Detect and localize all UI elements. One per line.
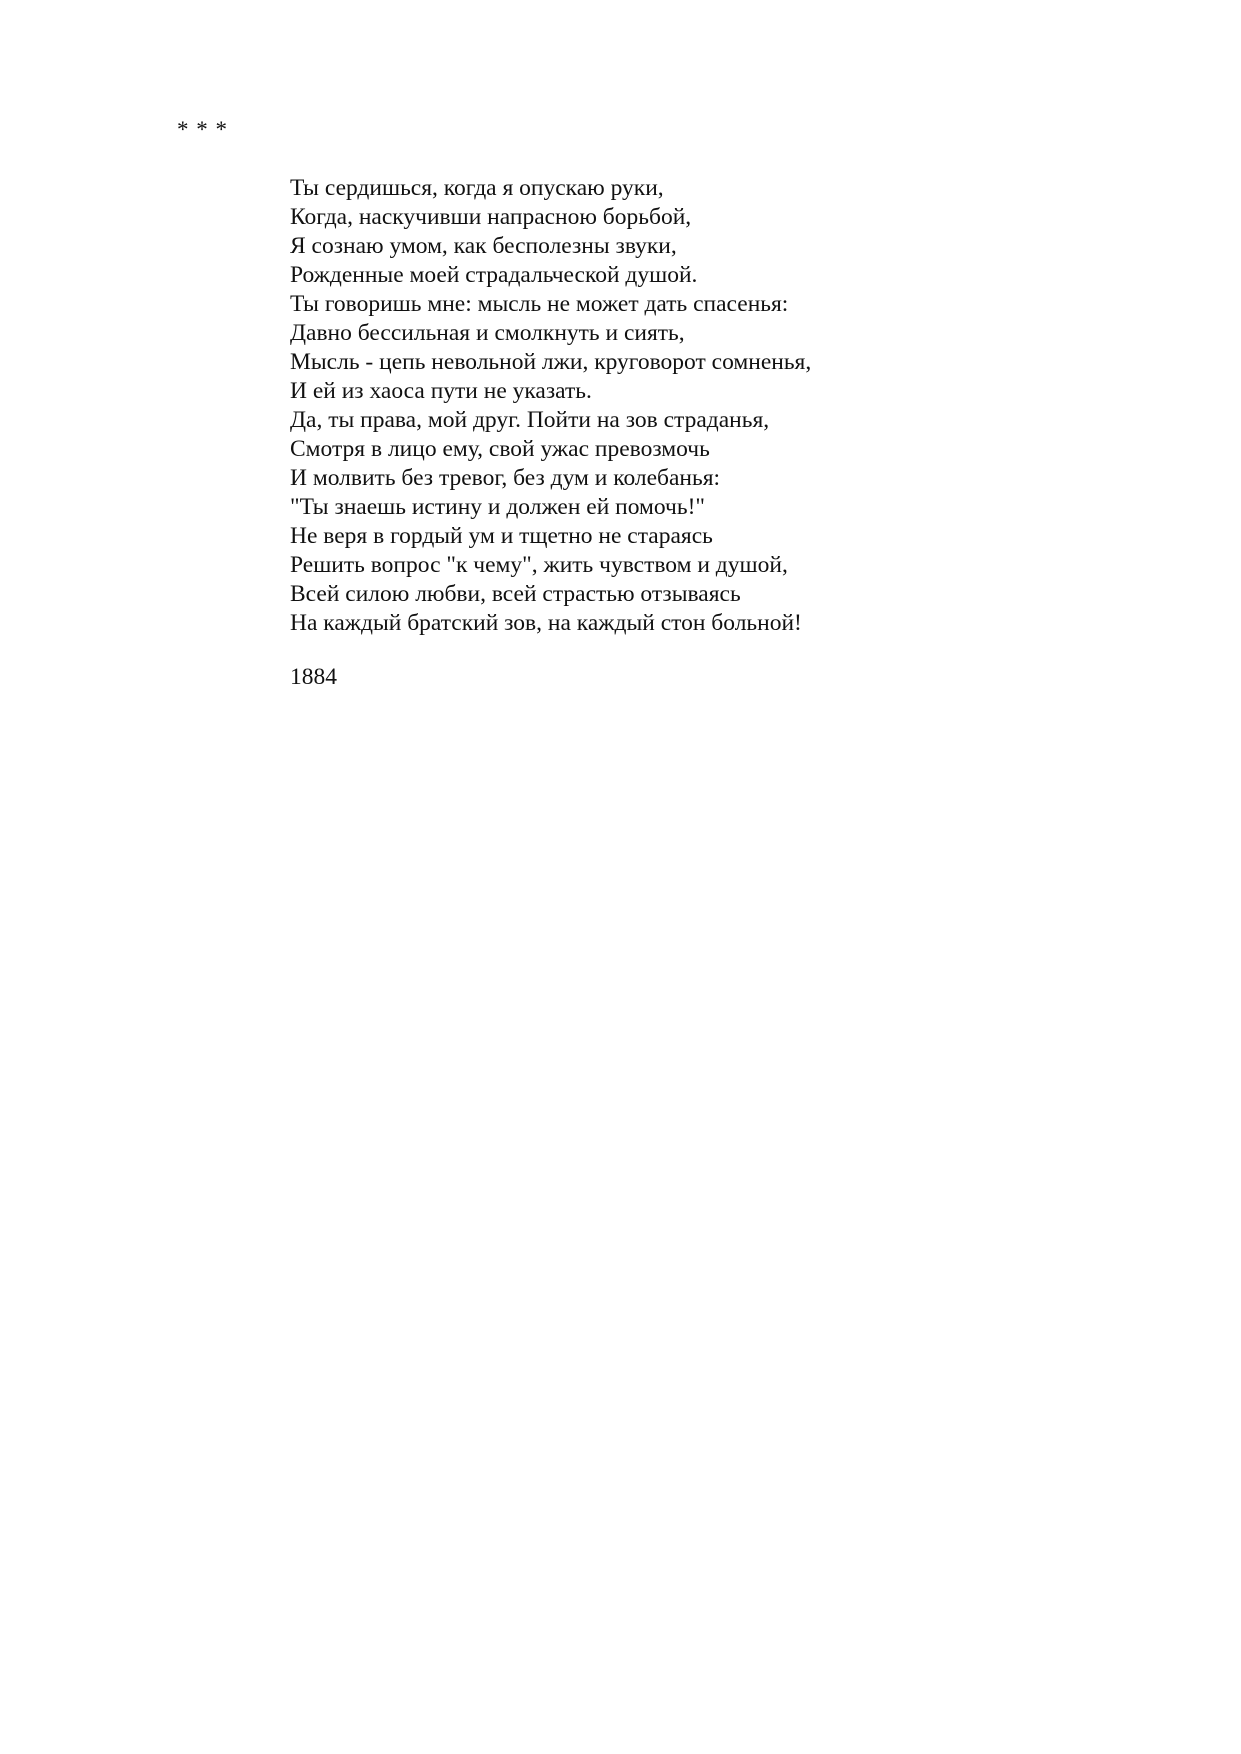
poem-line: И ей из хаоса пути не указать. xyxy=(290,378,592,404)
poem-body xyxy=(290,174,811,638)
poem-line: На каждый братский зов, на каждый стон больной! xyxy=(290,610,802,636)
poem-line: "Ты знаешь истину и должен ей помочь!" xyxy=(290,494,706,520)
poem-line: Не веря в гордый ум и тщетно не стараясь xyxy=(290,523,713,549)
poem-line: Ты говоришь мне: мысль не может дать спасенья: xyxy=(290,291,789,317)
poem-year: 1884 xyxy=(290,664,337,690)
poem-line: Ты сердишься, когда я опускаю руки, xyxy=(290,175,664,201)
poem-line: Решить вопрос "к чему", жить чувством и душой, xyxy=(290,552,788,578)
poem-line: Да, ты права, мой друг. Пойти на зов страданья, xyxy=(290,407,770,433)
poem-line: Давно бессильная и смолкнуть и сиять, xyxy=(290,320,685,346)
poem-line: Смотря в лицо ему, свой ужас превозмочь xyxy=(290,436,710,462)
poem-line: Я сознаю умом, как бесполезны звуки, xyxy=(290,233,677,259)
poem-line: Рожденные моей страдальческой душой. xyxy=(290,262,698,288)
poem-line: Мысль - цепь невольной лжи, круговорот сомненья, xyxy=(290,349,812,375)
poem-line: Всей силою любви, всей страстью отзываясь xyxy=(290,581,741,607)
section-separator: * * * xyxy=(177,117,228,142)
poem-line: Когда, наскучивши напрасною борьбой, xyxy=(290,204,692,230)
poem-line: И молвить без тревог, без дум и колебанья: xyxy=(290,465,721,491)
